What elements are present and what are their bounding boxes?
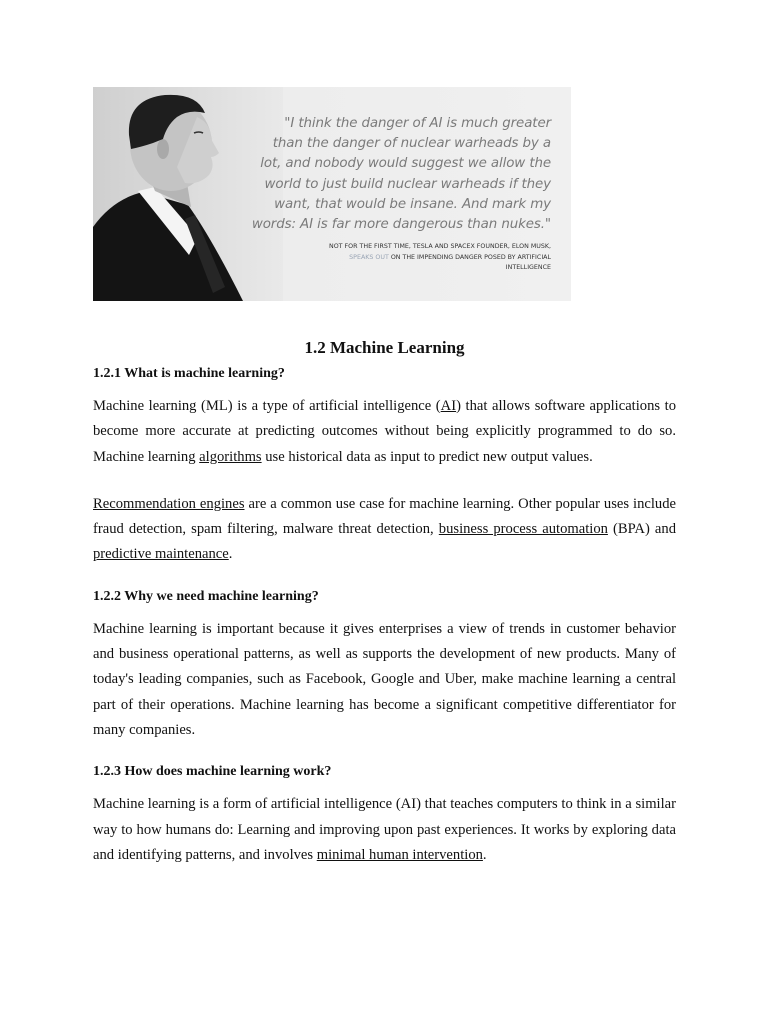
paragraph-text: use historical data as input to predict new output values. (261, 448, 593, 465)
caption-text-after: ON THE IMPENDING DANGER POSED BY ARTIFICIAL INTELLIGENCE (390, 253, 551, 271)
paragraph-what-is-ml (93, 394, 676, 470)
paragraph-text: (BPA) and (607, 521, 676, 538)
section-title: 1.2 Machine Learning (304, 338, 465, 357)
paragraph-use-cases (93, 492, 676, 568)
link-business-process-automation[interactable]: business process automation (438, 521, 608, 538)
paragraph-text: Machine learning (ML) is a type of artificial intelligence ( (93, 398, 441, 414)
paragraph-text: Machine learning is a form of artificial intelligence (AI) that teaches computers to think in a similar way to how humans do: Learning and improving upon past experiences. It works by exploring data and identifying patterns, and involves (93, 796, 676, 863)
subsection-heading-why: 1.2.2 Why we need machine learning? (93, 588, 319, 604)
quote-text: "I think the danger of AI is much greater than the danger of nuclear warheads by a lot, and nobody would suggest we allow the world to just build nuclear warheads if they want, that would be insane. And mark my words: AI is far more dangerous than nukes." (251, 116, 551, 233)
link-recommendation-engines[interactable]: Recommendation engines (93, 495, 245, 512)
link-minimal-human-intervention[interactable]: minimal human intervention (316, 846, 483, 863)
paragraph-how-ml-works (93, 792, 676, 868)
link-predictive-maintenance[interactable]: predictive maintenance (93, 546, 229, 563)
caption-text-before: NOT FOR THE FIRST TIME, TESLA AND SPACEX FOUNDER, ELON MUSK, (329, 243, 551, 250)
link-algorithms[interactable]: algorithms (199, 448, 262, 465)
subsection-heading-how: 1.2.3 How does machine learning work? (93, 764, 332, 780)
subsection-heading-what: 1.2.1 What is machine learning? (93, 366, 285, 381)
caption-link[interactable]: SPEAKS OUT (349, 253, 389, 261)
paragraph-why-ml: Machine learning is important because it gives enterprises a view of trends in customer behavior and business operational patterns, as well as supports the development of new products. Many of today's leading companies, such as Facebook, Google and Uber, make machine learning a central part of their operations. Machine learning has become a significant competitive differentiator for many companies. (93, 620, 676, 738)
quote-banner-image (93, 87, 571, 301)
paragraph-text: are a common use case for machine learning. Other popular uses include fraud detection, spam filtering, malware threat detection, (93, 495, 676, 538)
link-ai[interactable]: AI (440, 398, 457, 414)
document-body (93, 333, 676, 868)
quote-caption (321, 242, 551, 274)
paragraph-text: . (482, 846, 487, 863)
paragraph-text: . (228, 546, 233, 563)
paragraph-text: ) that allows software applications to become more accurate at predicting outcomes without being explicitly programmed to do so. Machine learning (93, 398, 677, 465)
